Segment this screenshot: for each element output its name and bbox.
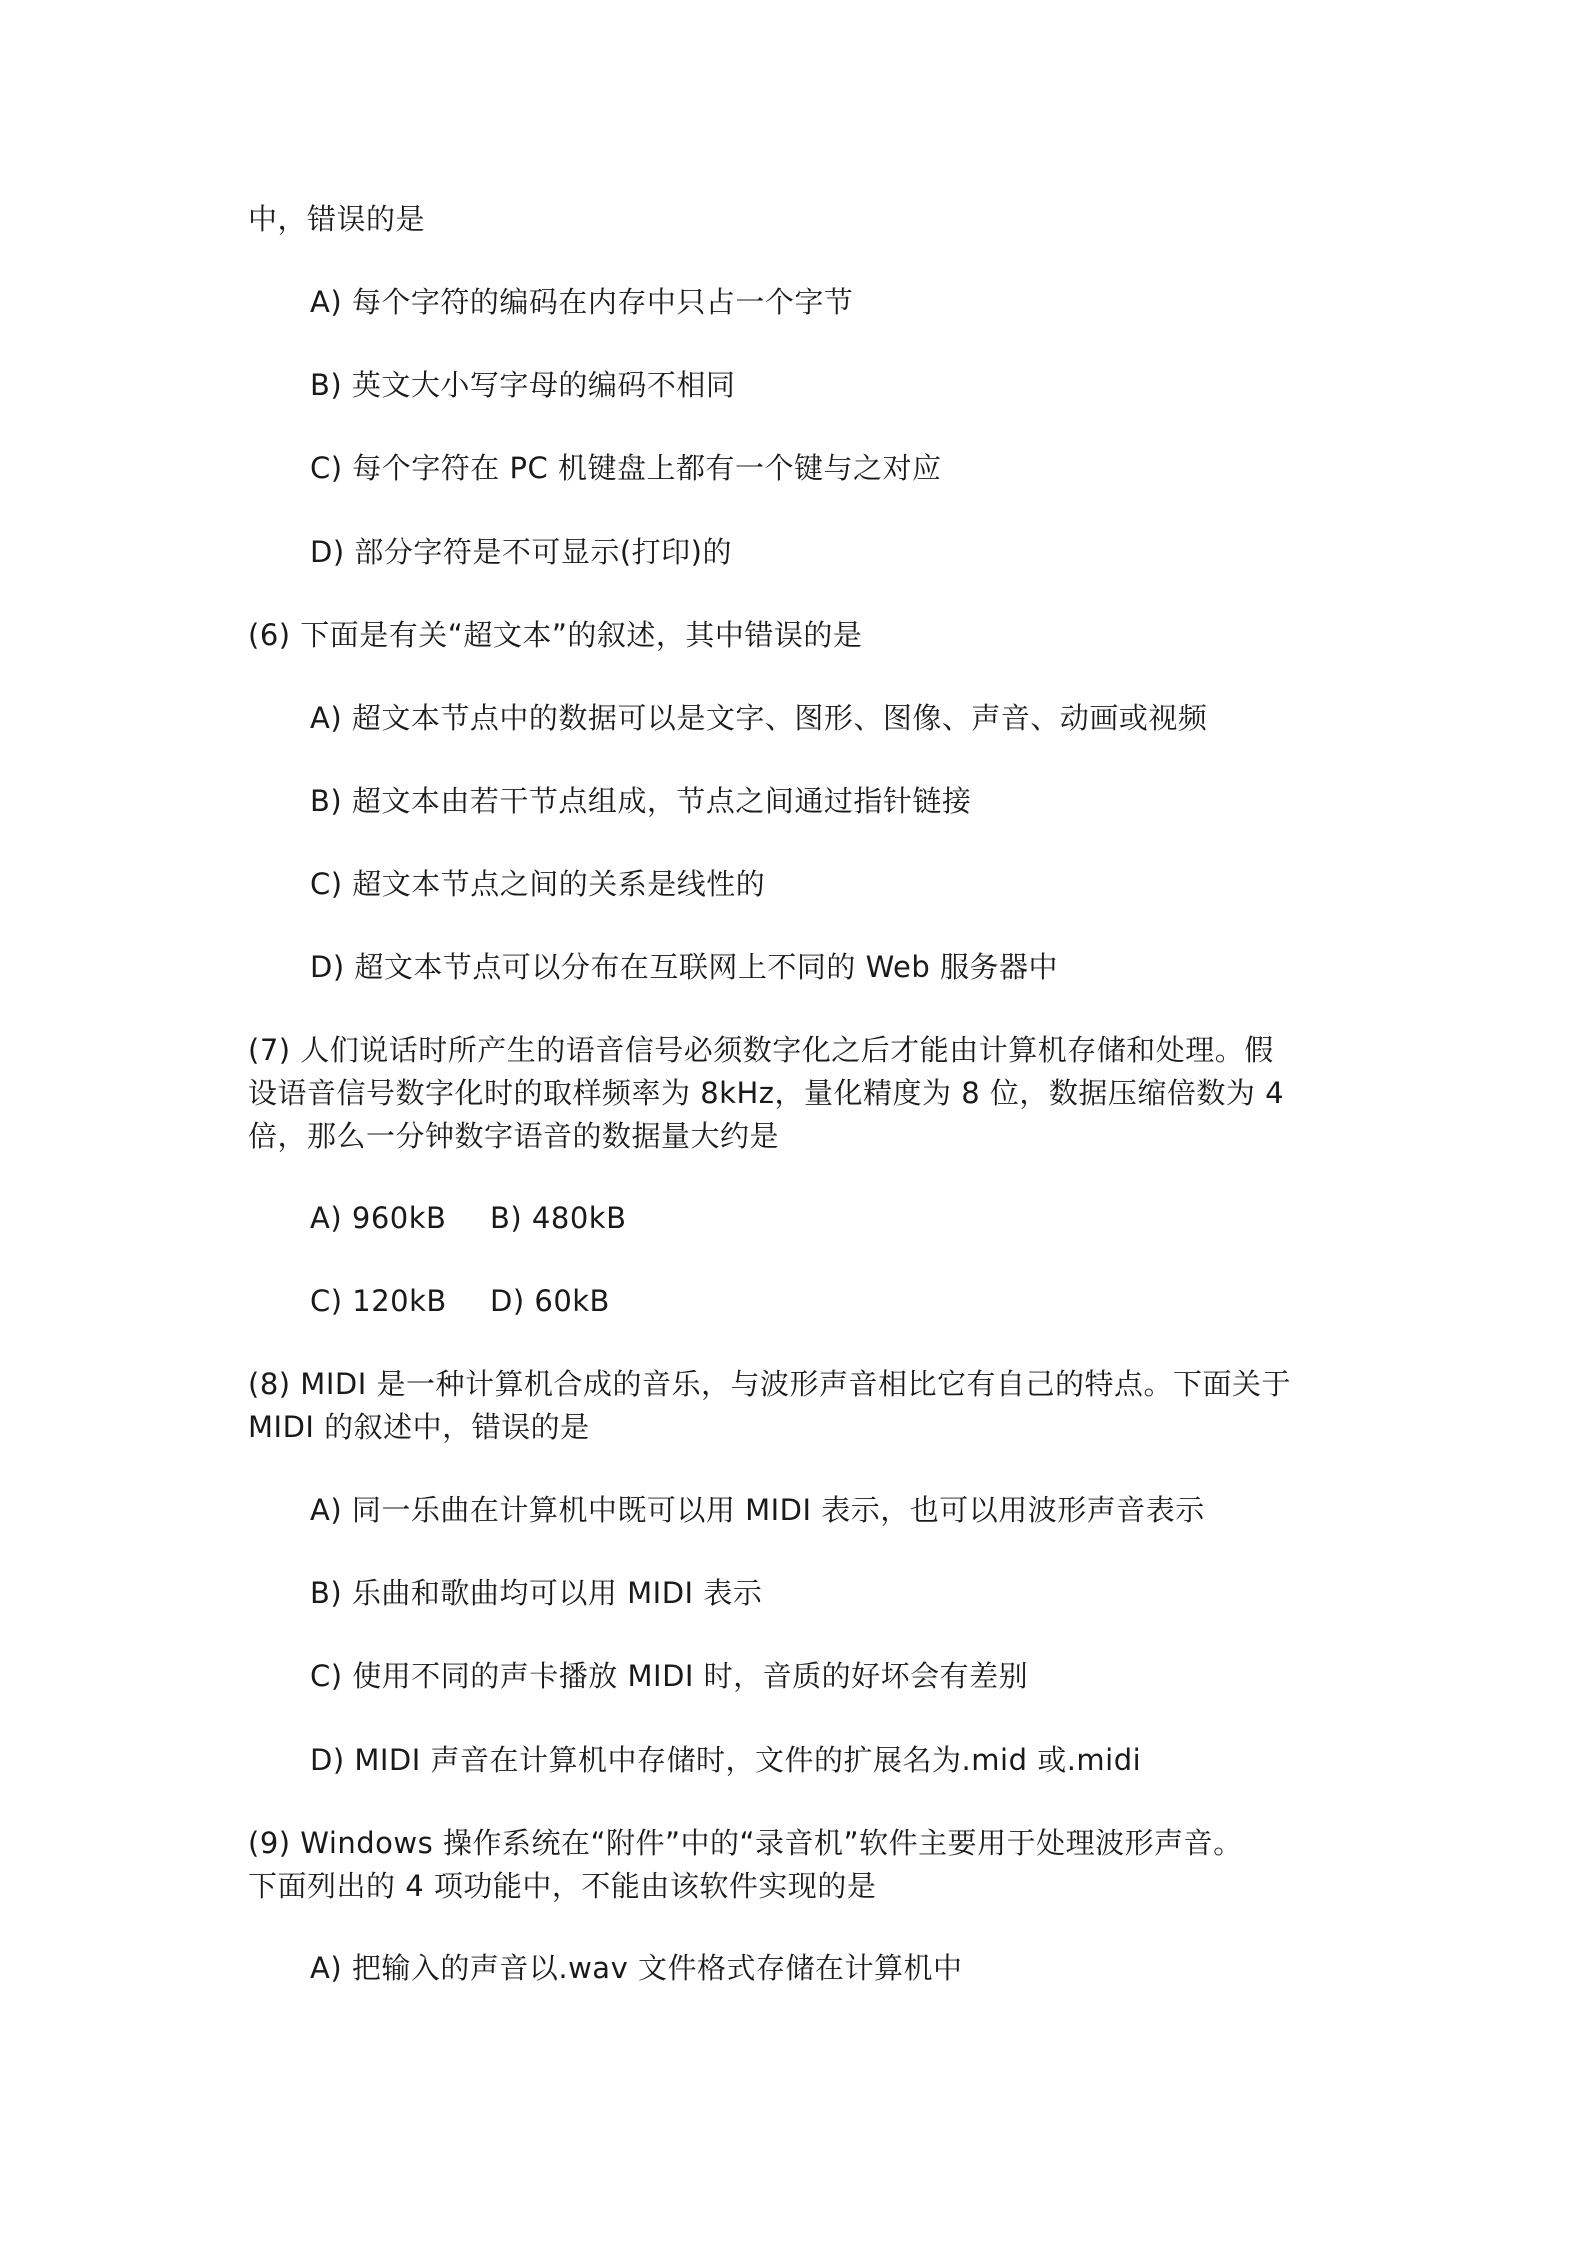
question-7-options-row-1 — [310, 1196, 910, 1240]
question-5-option-c: C) 每个字符在 PC 机键盘上都有一个键与之对应 — [310, 451, 942, 485]
question-8-option-d: D) MIDI 声音在计算机中存储时，文件的扩展名为.mid 或.midi — [310, 1743, 1142, 1777]
question-8-stem-line-1: (8) MIDI 是一种计算机合成的音乐，与波形声音相比它有自己的特点。下面关于 — [248, 1367, 1291, 1401]
question-7-option-c: C) 120kB — [310, 1284, 447, 1318]
question-5-option-b: B) 英文大小写字母的编码不相同 — [310, 368, 736, 402]
question-7-stem-line-1: (7) 人们说话时所产生的语音信号必须数字化之后才能由计算机存储和处理。假 — [248, 1033, 1274, 1067]
question-8-option-a: A) 同一乐曲在计算机中既可以用 MIDI 表示，也可以用波形声音表示 — [310, 1493, 1205, 1527]
question-5-stem-end: 中，错误的是 — [248, 202, 426, 236]
question-5-option-d: D) 部分字符是不可显示(打印)的 — [310, 535, 732, 569]
question-6-option-d: D) 超文本节点可以分布在互联网上不同的 Web 服务器中 — [310, 950, 1059, 984]
question-8-option-b: B) 乐曲和歌曲均可以用 MIDI 表示 — [310, 1576, 763, 1610]
question-6-option-a: A) 超文本节点中的数据可以是文字、图形、图像、声音、动画或视频 — [310, 701, 1208, 735]
question-8-option-c: C) 使用不同的声卡播放 MIDI 时，音质的好坏会有差别 — [310, 1659, 1029, 1693]
question-7-option-d: D) 60kB — [490, 1284, 610, 1318]
question-7-option-b: B) 480kB — [490, 1201, 627, 1235]
question-9-stem-line-1: (9) Windows 操作系统在“附件”中的“录音机”软件主要用于处理波形声音。 — [248, 1826, 1243, 1860]
question-7-stem-line-2: 设语音信号数字化时的取样频率为 8kHz，量化精度为 8 位，数据压缩倍数为 4 — [248, 1076, 1285, 1110]
question-9-stem-line-2: 下面列出的 4 项功能中，不能由该软件实现的是 — [248, 1869, 877, 1903]
question-7-options-row-2 — [310, 1279, 910, 1323]
question-6-option-c: C) 超文本节点之间的关系是线性的 — [310, 867, 766, 901]
question-7-option-a: A) 960kB — [310, 1201, 447, 1235]
question-5-option-a: A) 每个字符的编码在内存中只占一个字节 — [310, 285, 854, 319]
question-9-option-a: A) 把输入的声音以.wav 文件格式存储在计算机中 — [310, 1951, 963, 1985]
question-6-option-b: B) 超文本由若干节点组成，节点之间通过指针链接 — [310, 784, 972, 818]
question-7-stem-line-3: 倍，那么一分钟数字语音的数据量大约是 — [248, 1119, 780, 1153]
question-8-stem-line-2: MIDI 的叙述中，错误的是 — [248, 1410, 590, 1444]
question-6-stem: (6) 下面是有关“超文本”的叙述，其中错误的是 — [248, 618, 863, 652]
